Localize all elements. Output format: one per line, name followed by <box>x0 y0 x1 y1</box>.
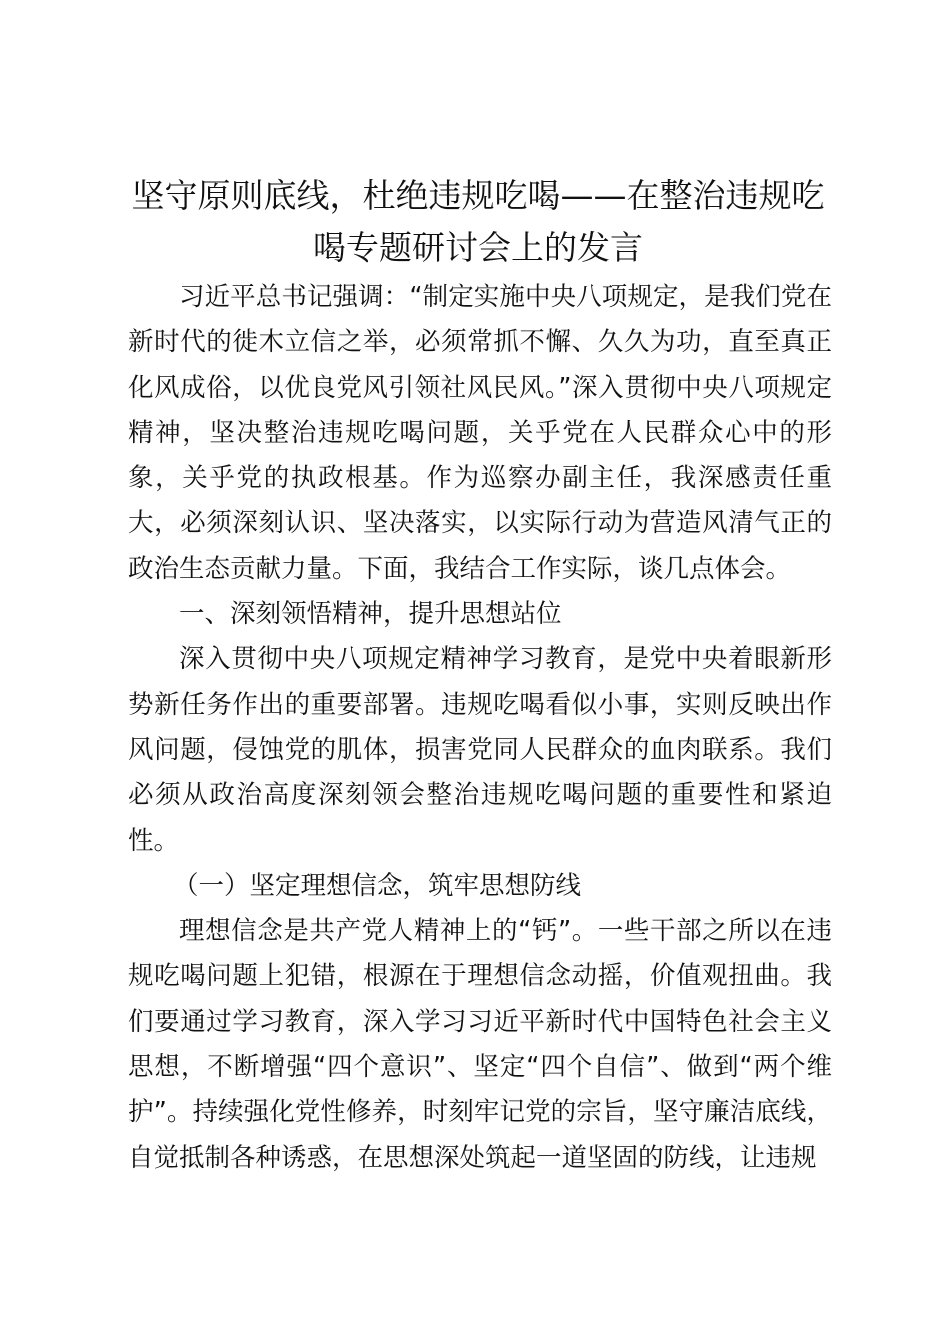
paragraph-section-1: 深入贯彻中央八项规定精神学习教育，是党中央着眼新形势新任务作出的重要部署。违规吃喝看似小事，实则反映出作风问题，侵蚀党的肌体，损害党同人民群众的血肉联系。我们必须从政治高度深刻领会整治违规吃喝问题的重要性和紧迫性。 <box>128 644 832 856</box>
paragraph-subsection-1: 理想信念是共产党人精神上的“钙”。一些干部之所以在违规吃喝问题上犯错，根源在于理想信念动摇，价值观扭曲。我们要通过学习教育，深入学习习近平新时代中国特色社会主义思想，不断增强“四个意识”、坚定“四个自信”、做到“两个维护”。持续强化党性修养，时刻牢记党的宗旨，坚守廉洁底线，自觉抵制各种诱惑，在思想深处筑起一道坚固的防线，让违规 <box>128 916 832 1173</box>
document-title: 坚守原则底线，杜绝违规吃喝——在整治违规吃喝专题研讨会上的发言 <box>131 176 825 267</box>
section-heading-1: 一、深刻领悟精神，提升思想站位 <box>179 599 562 630</box>
document-body <box>128 275 832 1181</box>
subsection-heading-1: （一）坚定理想信念，筑牢思想防线 <box>173 870 582 901</box>
paragraph-intro: 习近平总书记强调：“制定实施中央八项规定，是我们党在新时代的徙木立信之举，必须常抓不懈、久久为功，直至真正化风成俗，以优良党风引领社风民风。”深入贯彻中央八项规定精神，坚决整治违规吃喝问题，关乎党在人民群众心中的形象，关乎党的执政根基。作为巡察办副主任，我深感责任重大，必须深刻认识、坚决落实，以实际行动为营造风清气正的政治生态贡献力量。下面，我结合工作实际，谈几点体会。 <box>128 282 832 584</box>
